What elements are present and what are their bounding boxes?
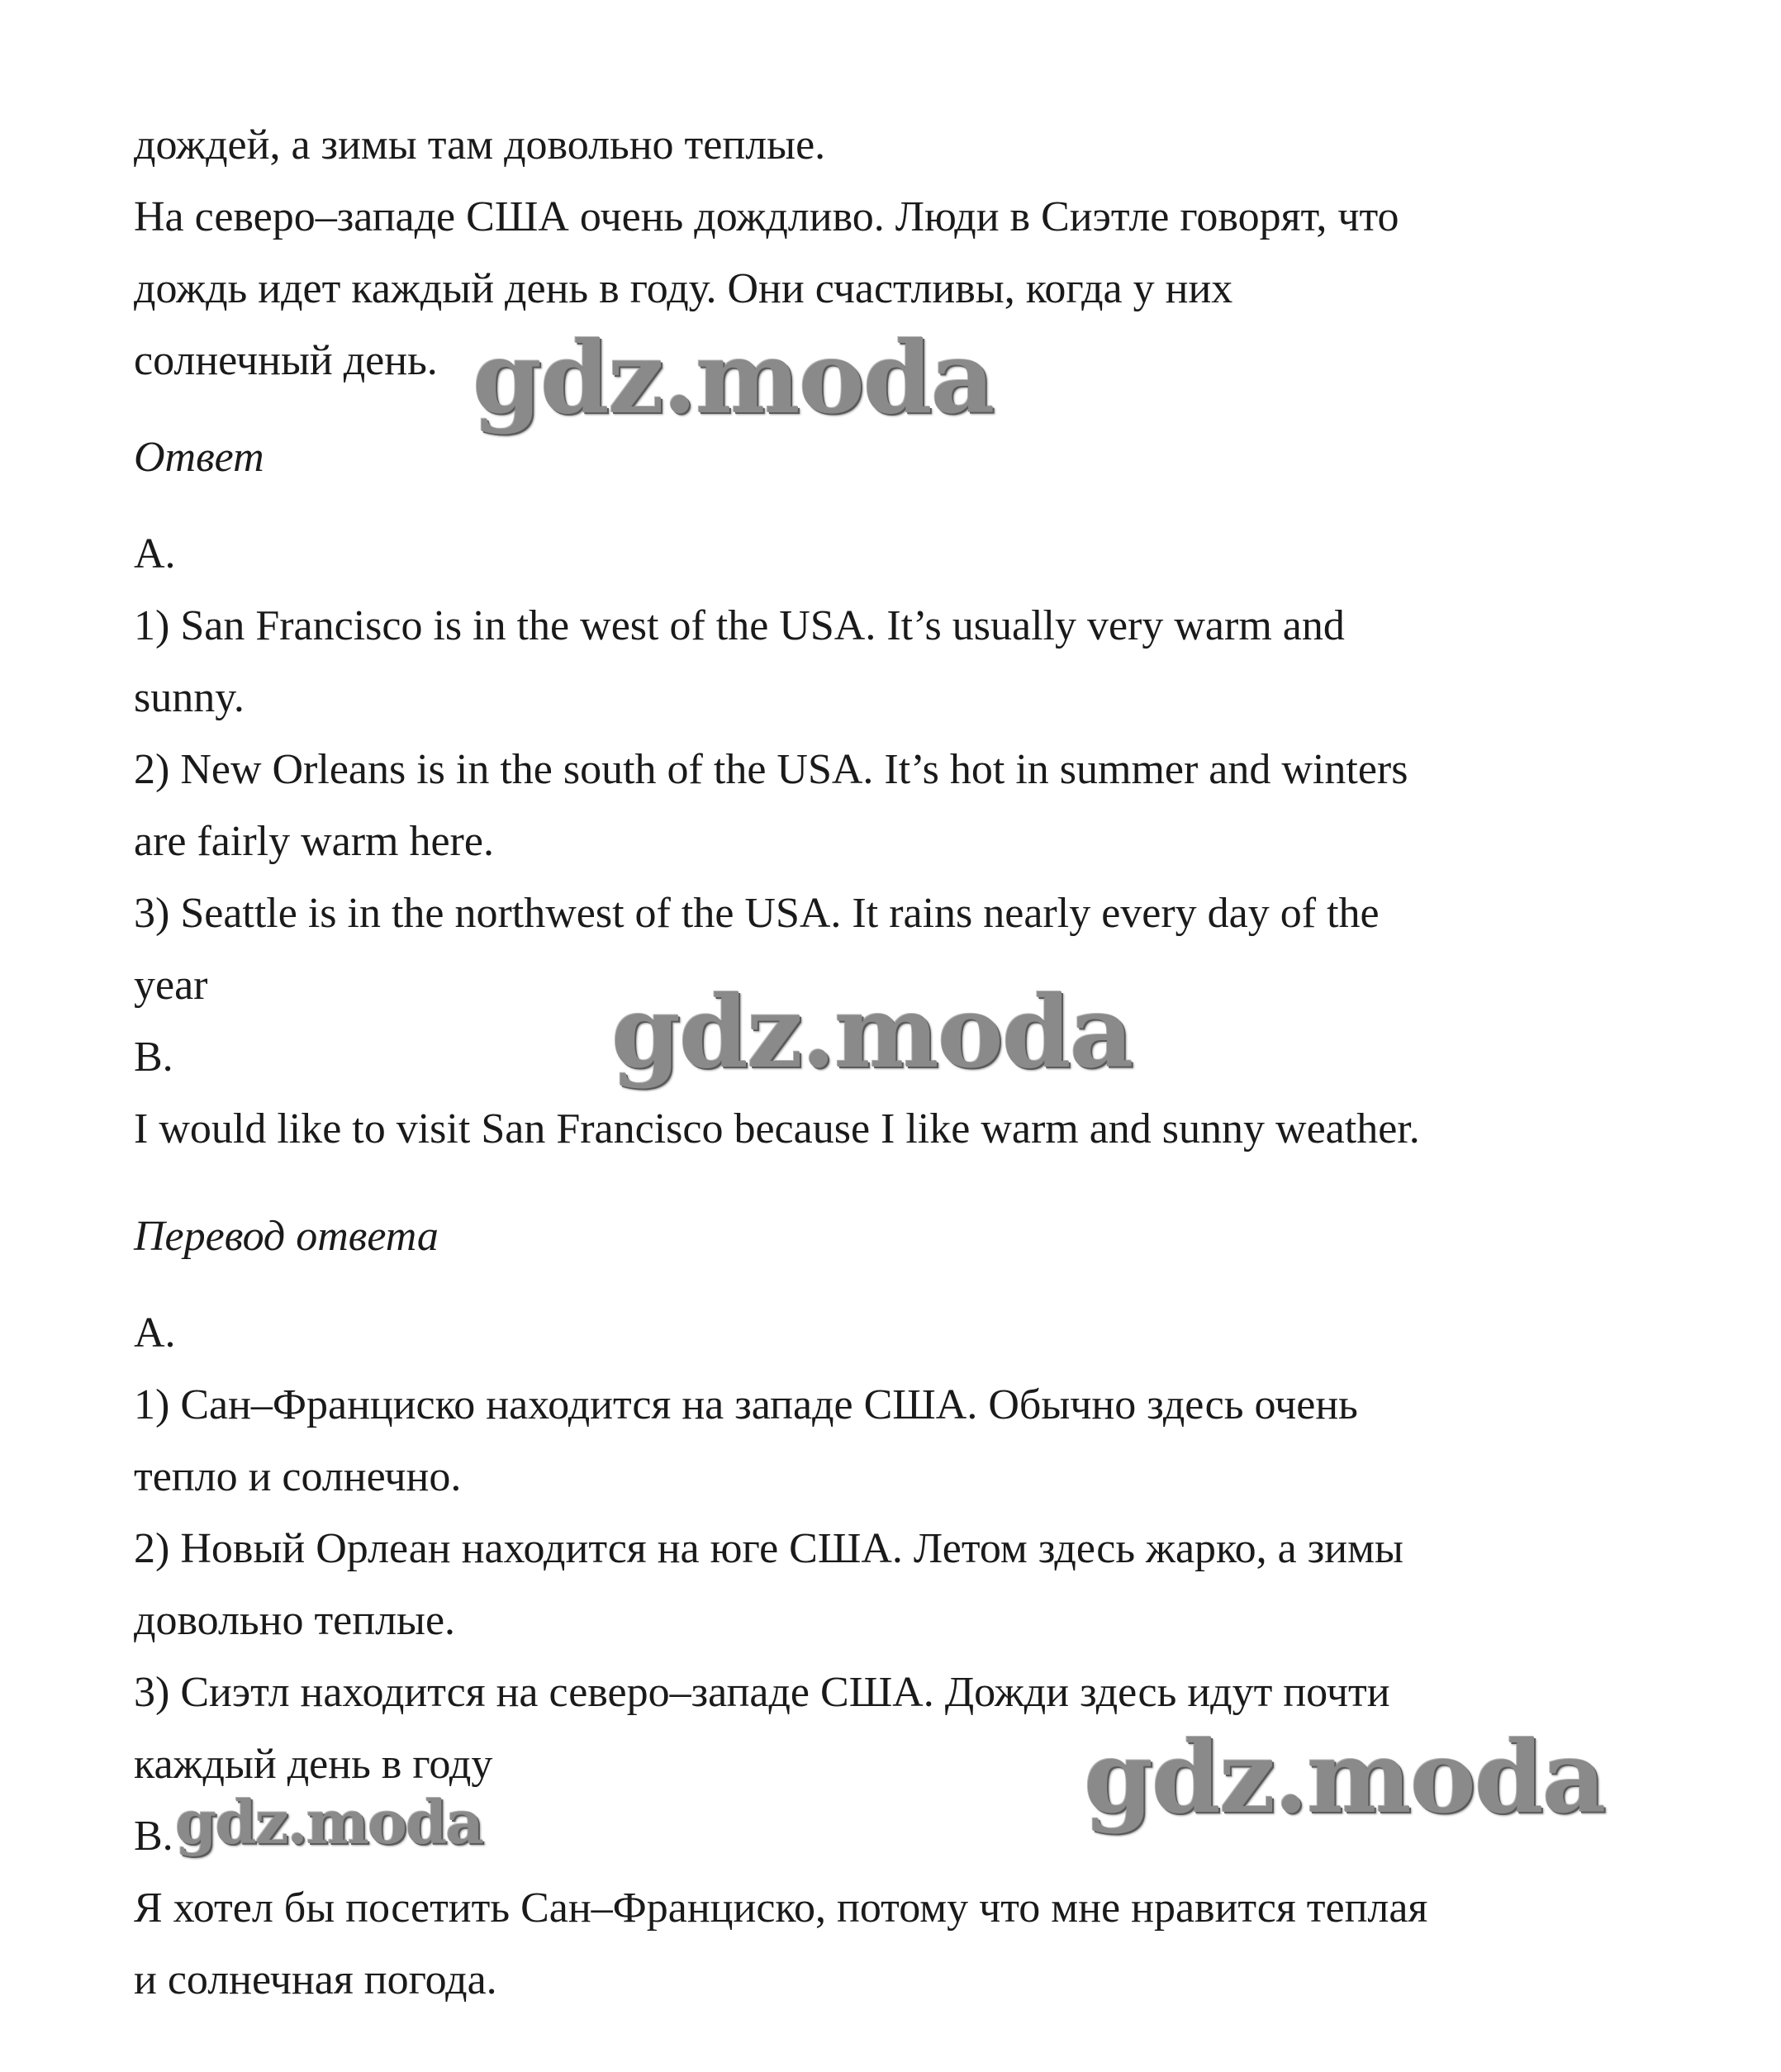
- answer-line-5: 3) Seattle is in the northwest of the USA. It rains nearly every day of the: [134, 890, 1380, 937]
- answer-section-a-label: A.: [134, 530, 176, 577]
- answer-section-b-label: B.: [134, 1034, 173, 1081]
- translation-heading: Перевод ответа: [134, 1213, 439, 1260]
- answer-heading: Ответ: [134, 434, 264, 481]
- translation-section-a-label: А.: [134, 1309, 176, 1357]
- translation-line-6: каждый день в году: [134, 1741, 493, 1788]
- translation-line-5: 3) Сиэтл находится на северо–западе США. Дожди здесь идут почти: [134, 1669, 1390, 1716]
- translation-line-2: тепло и солнечно.: [134, 1453, 462, 1500]
- translation-line-3: 2) Новый Орлеан находится на юге США. Летом здесь жарко, а зимы: [134, 1525, 1403, 1572]
- translation-section-b-label: B.: [134, 1813, 173, 1860]
- source-text-line-4: солнечный день.: [134, 337, 438, 384]
- answer-line-4: are fairly warm here.: [134, 818, 494, 865]
- source-text-line-1: дождей, а зимы там довольно теплые.: [134, 121, 826, 169]
- answer-line-2: sunny.: [134, 674, 245, 721]
- watermark-logo: gdz.moda: [1084, 1719, 1605, 1836]
- answer-line-3: 2) New Orleans is in the south of the USA. It’s hot in summer and winters: [134, 746, 1408, 793]
- translation-section-b-line-1: Я хотел бы посетить Сан–Франциско, потому что мне нравится теплая: [134, 1884, 1428, 1932]
- answer-line-1: 1) San Francisco is in the west of the USA. It’s usually very warm and: [134, 602, 1345, 649]
- watermark-logo: gdz.moda: [611, 974, 1133, 1091]
- source-text-line-3: дождь идет каждый день в году. Они счастливы, когда у них: [134, 265, 1233, 312]
- answer-line-6: year: [134, 962, 208, 1009]
- watermark-logo: gdz.moda: [473, 320, 994, 436]
- translation-line-4: довольно теплые.: [134, 1597, 456, 1644]
- watermark-logo: gdz.moda: [175, 1787, 482, 1857]
- answer-section-b-text: I would like to visit San Francisco because I like warm and sunny weather.: [134, 1105, 1420, 1152]
- translation-section-b-line-2: и солнечная погода.: [134, 1956, 497, 2003]
- translation-line-1: 1) Сан–Франциско находится на западе США. Обычно здесь очень: [134, 1381, 1358, 1428]
- source-text-line-2: На северо–западе США очень дождливо. Люди в Сиэтле говорят, что: [134, 193, 1399, 240]
